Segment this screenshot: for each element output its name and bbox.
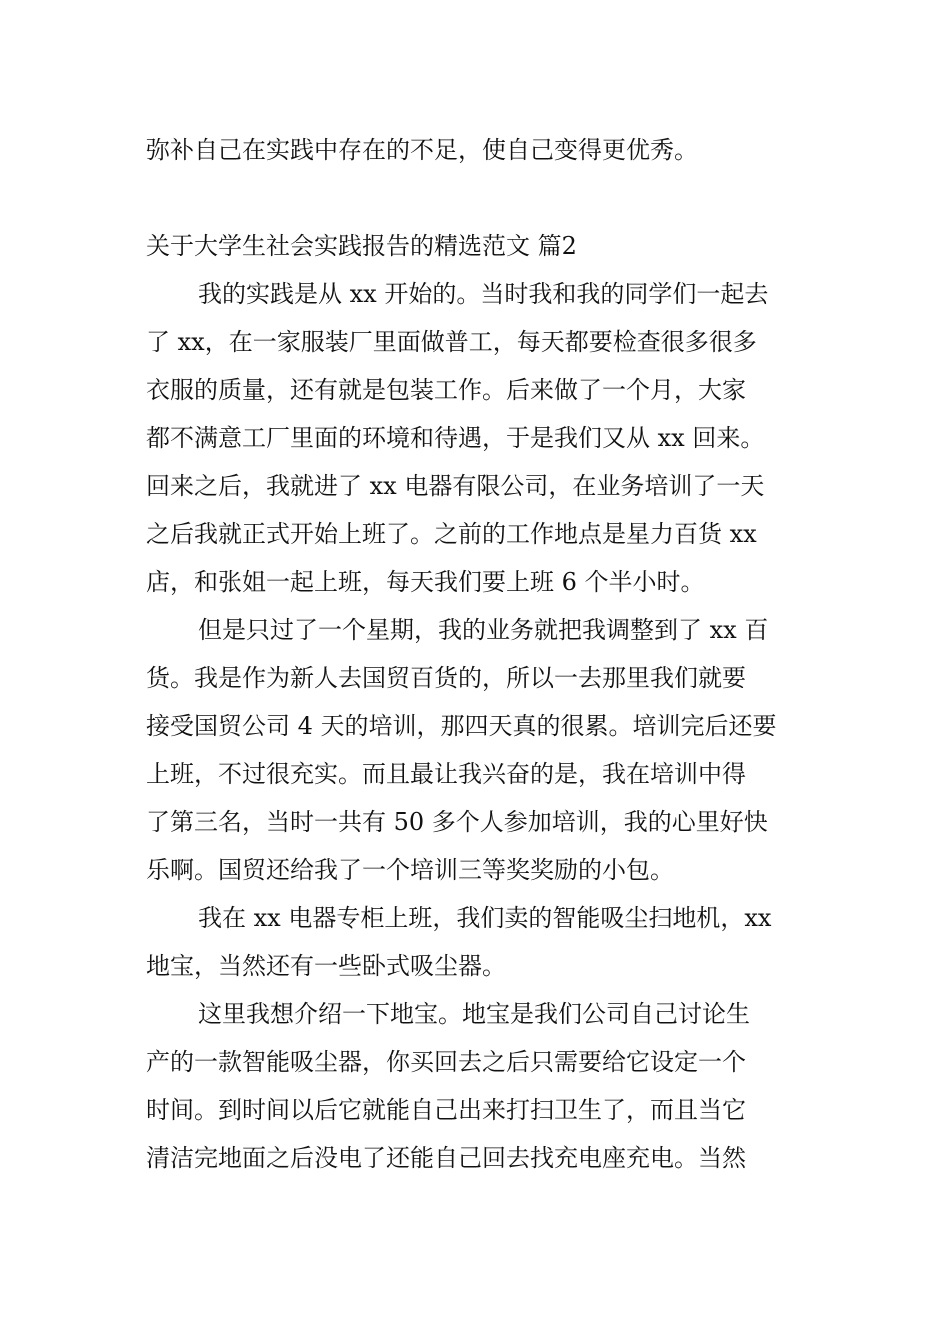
paragraph-line: 店，和张姐一起上班，每天我们要上班 6 个半小时。 <box>146 568 705 596</box>
paragraph-3 <box>146 894 810 990</box>
paragraph-line: 但是只过了一个星期，我的业务就把我调整到了 xx 百 <box>198 616 769 644</box>
section-title: 关于大学生社会实践报告的精选范文 篇2 <box>146 232 577 260</box>
paragraph-line: 乐啊。国贸还给我了一个培训三等奖奖励的小包。 <box>146 856 674 884</box>
paragraph-line: 地宝，当然还有一些卧式吸尘器。 <box>146 952 506 980</box>
document-page <box>146 126 810 1182</box>
paragraph-line: 产的一款智能吸尘器，你买回去之后只需要给它设定一个 <box>146 1048 746 1076</box>
paragraph-gap <box>146 174 810 222</box>
paragraph-line: 之后我就正式开始上班了。之前的工作地点是星力百货 xx <box>146 520 757 548</box>
paragraph-line: 了第三名，当时一共有 50 多个人参加培训，我的心里好快 <box>146 808 768 836</box>
paragraph-line: 这里我想介绍一下地宝。地宝是我们公司自己讨论生 <box>198 1000 750 1028</box>
intro-line: 弥补自己在实践中存在的不足，使自己变得更优秀。 <box>146 136 698 164</box>
paragraph-line: 清洁完地面之后没电了还能自己回去找充电座充电。当然 <box>146 1144 746 1172</box>
paragraph-line: 货。我是作为新人去国贸百货的，所以一去那里我们就要 <box>146 664 746 692</box>
paragraph-line: 我在 xx 电器专柜上班，我们卖的智能吸尘扫地机，xx <box>198 904 772 932</box>
paragraph-line: 回来之后，我就进了 xx 电器有限公司，在业务培训了一天 <box>146 472 765 500</box>
paragraph-line: 接受国贸公司 4 天的培训，那四天真的很累。培训完后还要 <box>146 712 777 740</box>
paragraph-line: 了 xx，在一家服装厂里面做普工，每天都要检查很多很多 <box>146 328 757 356</box>
paragraph-line: 上班，不过很充实。而且最让我兴奋的是，我在培训中得 <box>146 760 746 788</box>
paragraph-line: 都不满意工厂里面的环境和待遇，于是我们又从 xx 回来。 <box>146 424 765 452</box>
paragraph-line: 时间。到时间以后它就能自己出来打扫卫生了，而且当它 <box>146 1096 746 1124</box>
paragraph-line: 衣服的质量，还有就是包装工作。后来做了一个月，大家 <box>146 376 746 404</box>
paragraph-1 <box>146 270 810 606</box>
paragraph-2 <box>146 606 810 894</box>
paragraph-4 <box>146 990 810 1182</box>
paragraph-line: 我的实践是从 xx 开始的。当时我和我的同学们一起去 <box>198 280 769 308</box>
